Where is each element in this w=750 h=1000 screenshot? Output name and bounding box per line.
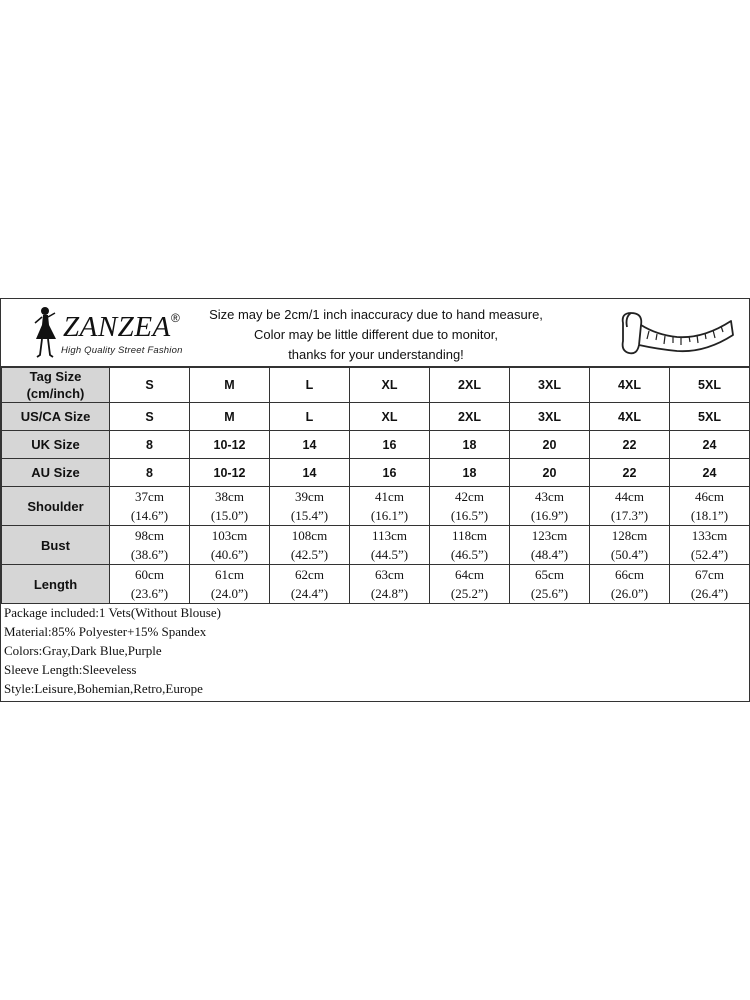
cell-cm: 60cm: [135, 567, 164, 582]
row-bust: [2, 526, 750, 565]
table-cell: [510, 487, 590, 526]
cell-inch: (26.4”): [690, 586, 729, 601]
table-cell: [670, 565, 750, 604]
cell-inch: (52.4”): [690, 547, 729, 562]
table-cell: [270, 565, 350, 604]
cell-cm: 38cm: [215, 489, 244, 504]
cell-cm: 66cm: [615, 567, 644, 582]
table-cell: 18: [430, 431, 510, 459]
table-cell: 20: [510, 459, 590, 487]
table-cell: XL: [350, 403, 430, 431]
cell-cm: 61cm: [215, 567, 244, 582]
cell-inch: (24.8”): [370, 586, 409, 601]
row-au-size: [2, 459, 750, 487]
table-cell: [670, 487, 750, 526]
measurement-notice: [191, 305, 561, 365]
row-label-text: Length: [33, 576, 78, 592]
table-cell: [510, 526, 590, 565]
cell-inch: (14.6”): [130, 508, 169, 523]
table-cell: 14: [270, 459, 350, 487]
brand-logo: [31, 303, 191, 363]
cell-inch: (48.4”): [530, 547, 569, 562]
cell-cm: 98cm: [135, 528, 164, 543]
row-label: [2, 459, 110, 487]
table-cell: M: [190, 368, 270, 403]
cell-cm: 43cm: [535, 489, 564, 504]
table-cell: [190, 565, 270, 604]
measuring-tape-icon: [617, 303, 737, 363]
row-label: [2, 565, 110, 604]
note-style: Style:Leisure,Bohemian,Retro,Europe: [4, 681, 203, 696]
cell-cm: 42cm: [455, 489, 484, 504]
note-package: Package included:1 Vets(Without Blouse): [4, 605, 221, 620]
cell-inch: (24.0”): [210, 586, 249, 601]
table-cell: 3XL: [510, 368, 590, 403]
cell-inch: (25.2”): [450, 586, 489, 601]
cell-inch: (44.5”): [370, 547, 409, 562]
table-cell: [350, 526, 430, 565]
cell-cm: 37cm: [135, 489, 164, 504]
cell-inch: (23.6”): [130, 586, 169, 601]
table-cell: 20: [510, 431, 590, 459]
cell-cm: 103cm: [211, 528, 248, 543]
table-cell: [110, 526, 190, 565]
cell-inch: (18.1”): [690, 508, 729, 523]
note-material: Material:85% Polyester+15% Spandex: [4, 624, 207, 639]
cell-inch: (46.5”): [450, 547, 489, 562]
row-label-text: Shoulder: [27, 498, 84, 514]
dancer-silhouette-icon: [31, 303, 61, 363]
table-cell: 16: [350, 431, 430, 459]
size-table: [1, 367, 750, 604]
table-cell: L: [270, 403, 350, 431]
table-cell: M: [190, 403, 270, 431]
table-cell: 8: [110, 431, 190, 459]
table-cell: [110, 565, 190, 604]
table-cell: [430, 526, 510, 565]
cell-cm: 133cm: [691, 528, 728, 543]
cell-cm: 65cm: [535, 567, 564, 582]
row-label-text: Bust: [41, 537, 70, 553]
table-cell: [590, 565, 670, 604]
cell-cm: 118cm: [452, 528, 487, 543]
table-cell: 10-12: [190, 459, 270, 487]
row-label-subtext: (cm/inch): [26, 386, 85, 401]
table-cell: 8: [110, 459, 190, 487]
note-sleeve: Sleeve Length:Sleeveless: [4, 662, 137, 677]
cell-inch: (26.0”): [610, 586, 649, 601]
row-label-text: US/CA Size: [20, 409, 91, 424]
cell-inch: (24.4”): [290, 586, 329, 601]
table-cell: [510, 565, 590, 604]
row-label-text: Tag Size: [29, 369, 82, 384]
cell-cm: 62cm: [295, 567, 324, 582]
table-cell: 2XL: [430, 403, 510, 431]
cell-cm: 64cm: [455, 567, 484, 582]
row-shoulder: [2, 487, 750, 526]
table-cell: 3XL: [510, 403, 590, 431]
cell-cm: 46cm: [695, 489, 724, 504]
registered-mark: ®: [171, 311, 180, 325]
row-tag-size: [2, 368, 750, 403]
note-colors: Colors:Gray,Dark Blue,Purple: [4, 643, 162, 658]
cell-cm: 123cm: [531, 528, 568, 543]
row-uk-size: [2, 431, 750, 459]
table-cell: 16: [350, 459, 430, 487]
row-label-text: AU Size: [31, 465, 80, 480]
table-cell: [590, 487, 670, 526]
table-cell: XL: [350, 368, 430, 403]
table-cell: 24: [670, 431, 750, 459]
cell-inch: (16.9”): [530, 508, 569, 523]
table-cell: L: [270, 368, 350, 403]
table-cell: [190, 526, 270, 565]
table-cell: 24: [670, 459, 750, 487]
row-label: [2, 368, 110, 403]
chart-header: [1, 299, 749, 367]
table-cell: 2XL: [430, 368, 510, 403]
table-cell: 22: [590, 431, 670, 459]
table-cell: [350, 565, 430, 604]
table-cell: [110, 487, 190, 526]
row-label: [2, 487, 110, 526]
cell-cm: 39cm: [295, 489, 324, 504]
cell-inch: (16.5”): [450, 508, 489, 523]
cell-inch: (16.1”): [370, 508, 409, 523]
cell-cm: 128cm: [611, 528, 648, 543]
cell-inch: (40.6”): [210, 547, 249, 562]
table-cell: 22: [590, 459, 670, 487]
row-length: [2, 565, 750, 604]
table-cell: [270, 526, 350, 565]
row-label: [2, 526, 110, 565]
cell-inch: (15.0”): [210, 508, 249, 523]
cell-inch: (50.4”): [610, 547, 649, 562]
table-cell: 4XL: [590, 368, 670, 403]
table-cell: 4XL: [590, 403, 670, 431]
table-cell: [350, 487, 430, 526]
brand-name: ZANZEA: [63, 311, 171, 343]
table-cell: 5XL: [670, 368, 750, 403]
table-cell: [670, 526, 750, 565]
row-label-text: UK Size: [31, 437, 80, 452]
table-cell: [430, 487, 510, 526]
table-cell: S: [110, 368, 190, 403]
cell-inch: (38.6”): [130, 547, 169, 562]
cell-cm: 113cm: [372, 528, 407, 543]
notice-line-1: Size may be 2cm/1 inch inaccuracy due to hand measure,: [209, 307, 543, 322]
cell-inch: (17.3”): [610, 508, 649, 523]
notice-line-3: thanks for your understanding!: [288, 347, 464, 362]
cell-cm: 67cm: [695, 567, 724, 582]
row-us-ca-size: [2, 403, 750, 431]
table-cell: [430, 565, 510, 604]
cell-inch: (25.6”): [530, 586, 569, 601]
row-label: [2, 403, 110, 431]
table-cell: 18: [430, 459, 510, 487]
cell-cm: 44cm: [615, 489, 644, 504]
table-cell: [190, 487, 270, 526]
cell-inch: (15.4”): [290, 508, 329, 523]
cell-cm: 108cm: [291, 528, 328, 543]
table-cell: [270, 487, 350, 526]
cell-cm: 63cm: [375, 567, 404, 582]
product-notes: [4, 603, 221, 698]
cell-cm: 41cm: [375, 489, 404, 504]
table-cell: 14: [270, 431, 350, 459]
cell-inch: (42.5”): [290, 547, 329, 562]
brand-tagline: High Quality Street Fashion: [61, 345, 183, 356]
table-cell: 10-12: [190, 431, 270, 459]
row-label: [2, 431, 110, 459]
notice-line-2: Color may be little different due to monitor,: [254, 327, 498, 342]
table-cell: [590, 526, 670, 565]
size-chart: [0, 298, 750, 702]
table-cell: S: [110, 403, 190, 431]
table-cell: 5XL: [670, 403, 750, 431]
